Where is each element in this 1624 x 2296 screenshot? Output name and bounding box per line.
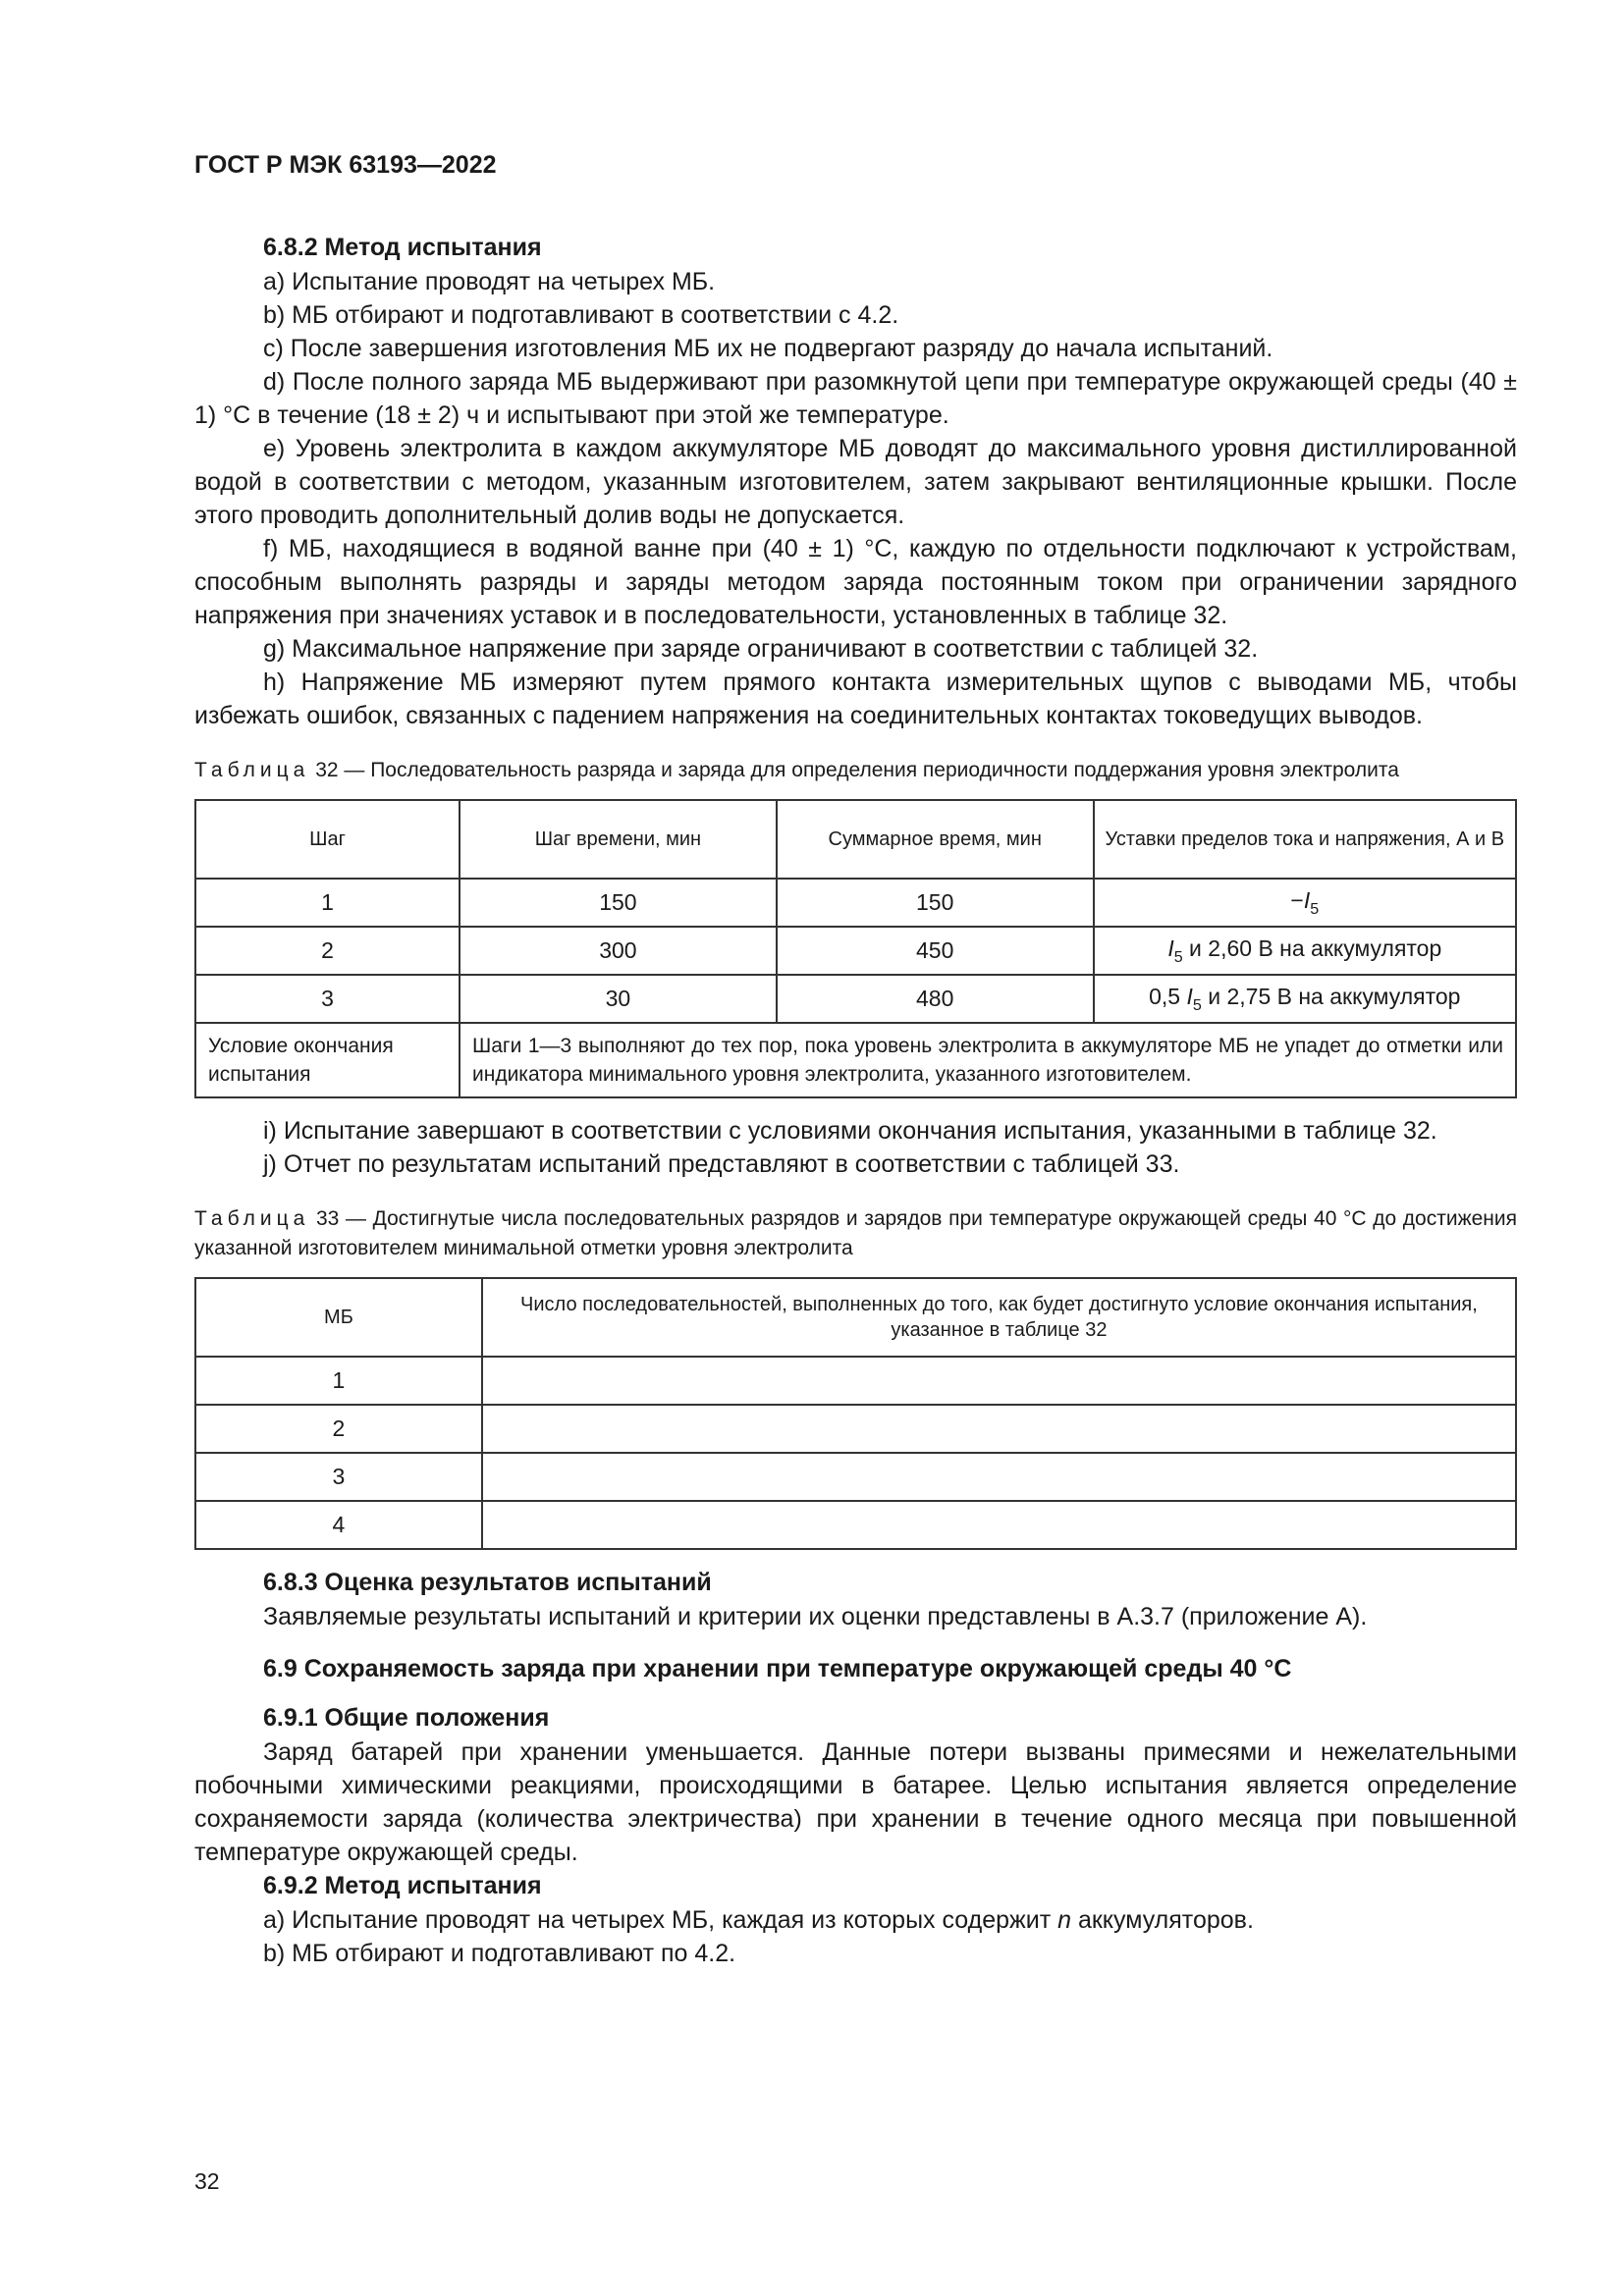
table-cell: 0,5 $I_5$ и 2,75 В на аккумулятор <box>1094 975 1516 1023</box>
table-cell: $-I_5$ <box>1094 879 1516 927</box>
table-cell: 480 <box>777 975 1094 1023</box>
table-cell <box>482 1501 1516 1549</box>
table-cell: 300 <box>460 927 777 975</box>
item-b: b) МБ отбирают и подготавливают по 4.2. <box>263 1940 736 1967</box>
table-cell: 2 <box>195 1405 482 1453</box>
table-33-caption <box>194 1204 1517 1263</box>
item-e: e) Уровень электролита в каждом аккумуляторе МБ доводят до максимального уровня дистиллированной водой в соответствии с методом, указанным изготовителем, затем закрывают вентиляционные крышки. После этого проводить дополнительный долив воды не допускается. <box>194 435 1517 529</box>
table-row <box>195 1357 1516 1405</box>
column-header: Число последовательностей, выполненных до того, как будет достигнуто условие окончания испытания, указанное в таблице 32 <box>482 1278 1516 1357</box>
table-row <box>195 879 1516 927</box>
item-j: j) Отчет по результатам испытаний представляют в соответствии с таблицей 33. <box>263 1150 1180 1178</box>
paragraph: Заряд батарей при хранении уменьшается. Данные потери вызваны примесями и нежелательными побочными химическими реакциями, происходящими в батарее. Целью испытания является определение сохраняемости заряда (количества электричества) при хранении в течение одного месяца при повышенной температуре окружающей среды. <box>194 1738 1517 1866</box>
table-cell: Условие окончания испытания <box>195 1023 460 1097</box>
table-header-row <box>195 800 1516 879</box>
column-header: Уставки пределов тока и напряжения, А и В <box>1094 800 1516 879</box>
table-cell: 450 <box>777 927 1094 975</box>
table-row <box>195 975 1516 1023</box>
table-33 <box>194 1277 1517 1550</box>
caption-text: 32 — Последовательность разряда и заряда для определения периодичности поддержания уровня электролита <box>315 759 1399 781</box>
item-b: b) МБ отбирают и подготавливают в соответствии с 4.2. <box>263 301 899 329</box>
table-cell: 3 <box>195 1453 482 1501</box>
table-32-caption <box>194 756 1517 785</box>
table-cell: 4 <box>195 1501 482 1549</box>
table-cell: $I_5$ и 2,60 В на аккумулятор <box>1094 927 1516 975</box>
table-cell <box>482 1405 1516 1453</box>
table-cell: 30 <box>460 975 777 1023</box>
item-g: g) Максимальное напряжение при заряде ограничивают в соответствии с таблицей 32. <box>263 635 1259 663</box>
item-c: c) После завершения изготовления МБ их не подвергают разряду до начала испытаний. <box>263 335 1273 362</box>
caption-text: 33 — Достигнутые числа последовательных разрядов и зарядов при температуре окружающей среды 40 °С до достижения указанной изготовителем минимальной отметки уровня электролита <box>194 1207 1517 1259</box>
section-title-6-9-2: 6.9.2 Метод испытания <box>263 1872 542 1899</box>
item-h: h) Напряжение МБ измеряют путем прямого контакта измерительных щупов с выводами МБ, чтобы избежать ошибок, связанных с падением напряжения на соединительных контактах токоведущих выводов. <box>194 668 1517 729</box>
table-32 <box>194 799 1517 1098</box>
column-header: МБ <box>195 1278 482 1357</box>
table-row <box>195 1453 1516 1501</box>
page <box>194 137 1517 1970</box>
item-f: f) МБ, находящиеся в водяной ванне при (40 ± 1) °С, каждую по отдельности подключают к устройствам, способным выполнять разряды и заряды методом заряда постоянным током при ограничении зарядного напряжения при значениях уставок и в последовательности, установленных в таблице 32. <box>194 535 1517 629</box>
column-header: Суммарное время, мин <box>777 800 1094 879</box>
table-cell: 1 <box>195 879 460 927</box>
section-title-6-9: 6.9 Сохраняемость заряда при хранении при температуре окружающей среды 40 °С <box>263 1655 1292 1682</box>
table-row <box>195 927 1516 975</box>
table-cell: 150 <box>777 879 1094 927</box>
table-header-row <box>195 1278 1516 1357</box>
item-d: d) После полного заряда МБ выдерживают при разомкнутой цепи при температуре окружающей среды (40 ± 1) °С в течение (18 ± 2) ч и испытывают при этой же температуре. <box>194 368 1517 429</box>
caption-word: Таблица <box>194 1207 310 1230</box>
item-a: a) Испытание проводят на четырех МБ. <box>263 268 716 295</box>
column-header: Шаг <box>195 800 460 879</box>
table-cell: 150 <box>460 879 777 927</box>
section-title-6-9-1: 6.9.1 Общие положения <box>263 1704 550 1732</box>
paragraph: Заявляемые результаты испытаний и критерии их оценки представлены в А.3.7 (приложение А). <box>263 1603 1368 1630</box>
table-row <box>195 1405 1516 1453</box>
table-cell: 2 <box>195 927 460 975</box>
section-title-6-8-2: 6.8.2 Метод испытания <box>263 234 542 261</box>
item-a: a) Испытание проводят на четырех МБ, каждая из которых содержит n аккумуляторов. <box>263 1906 1254 1934</box>
document-header: ГОСТ Р МЭК 63193—2022 <box>194 151 497 179</box>
table-cell <box>482 1453 1516 1501</box>
table-cell <box>482 1357 1516 1405</box>
item-i: i) Испытание завершают в соответствии с условиями окончания испытания, указанными в таблице 32. <box>263 1117 1437 1145</box>
table-row-end-condition <box>195 1023 1516 1097</box>
table-cell: 1 <box>195 1357 482 1405</box>
section-title-6-8-3: 6.8.3 Оценка результатов испытаний <box>263 1569 712 1596</box>
caption-word: Таблица <box>194 759 310 781</box>
table-row <box>195 1501 1516 1549</box>
page-number: 32 <box>194 2168 220 2194</box>
column-header: Шаг времени, мин <box>460 800 777 879</box>
table-cell: 3 <box>195 975 460 1023</box>
table-cell: Шаги 1—3 выполняют до тех пор, пока уровень электролита в аккумуляторе МБ не упадет до отметки или индикатора минимального уровня электролита, указанного изготовителем. <box>460 1023 1516 1097</box>
